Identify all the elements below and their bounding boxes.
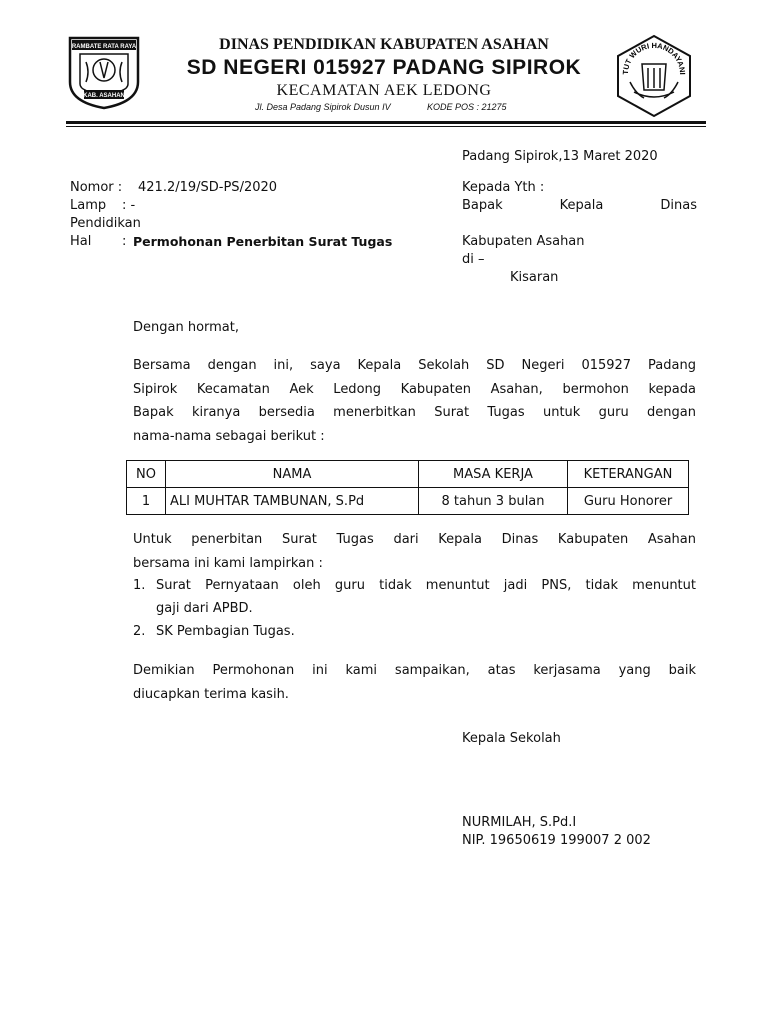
- list-text: SK Pembagian Tugas.: [156, 624, 295, 639]
- recipient-line-4: di –: [462, 252, 485, 267]
- teacher-table: [126, 460, 689, 515]
- table-cell: 8 tahun 3 bulan: [419, 488, 568, 515]
- recipient-word: Dinas: [660, 198, 697, 213]
- letterhead-rule-thin: [66, 126, 706, 127]
- attach-line: Untuk penerbitan Surat Tugas dari Kepala Dinas Kabupaten Asahan: [133, 532, 696, 547]
- recipient-word: Kepala: [559, 198, 604, 213]
- letterhead-rule-thick: [66, 121, 706, 124]
- signatory-name: NURMILAH, S.Pd.I: [462, 815, 577, 830]
- school-name: SD NEGERI 015927 PADANG SIPIROK: [186, 56, 582, 79]
- agency-name: DINAS PENDIDIKAN KABUPATEN ASAHAN: [219, 36, 549, 53]
- emblem-top-text: RAMBATE RATA RAYA: [71, 44, 137, 50]
- lamp-value: : -: [122, 198, 136, 213]
- table-header-cell: MASA KERJA: [419, 461, 568, 488]
- attachment-list: [133, 574, 696, 643]
- table-header-cell: NAMA: [166, 461, 419, 488]
- district-name: KECAMATAN AEK LEDONG: [276, 82, 492, 99]
- intro-paragraph: [133, 354, 696, 448]
- hal-label: Hal: [70, 234, 92, 249]
- table-header-cell: NO: [127, 461, 166, 488]
- table-header-row: [127, 461, 689, 488]
- lamp-label: Lamp: [70, 198, 107, 213]
- closing-line: diucapkan terima kasih.: [133, 686, 289, 702]
- recipient-wrap-line: Pendidikan: [70, 216, 141, 231]
- school-address: Jl. Desa Padang Sipirok Dusun IV: [255, 102, 391, 112]
- attachment-paragraph: [133, 528, 696, 575]
- hal-subject: Permohonan Penerbitan Surat Tugas: [133, 234, 393, 249]
- recipient-line-3: Kabupaten Asahan: [462, 234, 585, 249]
- intro-line: Bapak kiranya bersedia menerbitkan Surat Tugas untuk guru dengan: [133, 405, 696, 420]
- intro-line: Bersama dengan ini, saya Kepala Sekolah SD Negeri 015927 Padang: [133, 358, 696, 373]
- list-text: Surat Pernyataan oleh guru tidak menuntut jadi PNS, tidak menuntut: [156, 578, 696, 593]
- list-item: [133, 574, 696, 620]
- list-text: gaji dari APBD.: [156, 601, 253, 616]
- list-number: 2.: [133, 624, 146, 639]
- signatory-nip: NIP. 19650619 199007 2 002: [462, 833, 651, 848]
- table-row: [127, 488, 689, 515]
- postal-code: KODE POS : 21275: [427, 102, 507, 112]
- table-cell: Guru Honorer: [568, 488, 689, 515]
- recipient-line-1: Kepada Yth :: [462, 180, 545, 195]
- salutation: Dengan hormat,: [133, 320, 240, 335]
- table-header-cell: KETERANGAN: [568, 461, 689, 488]
- hal-colon: :: [122, 234, 127, 249]
- table-cell: 1: [127, 488, 166, 515]
- tut-wuri-text: TUT WURI HANDAYANI: [620, 40, 688, 75]
- emblem-bottom-text: KAB. ASAHAN: [83, 93, 125, 99]
- closing-paragraph: [133, 659, 696, 706]
- signatory-title: Kepala Sekolah: [462, 731, 561, 746]
- recipient-word: Bapak: [462, 198, 503, 213]
- recipient-line-2: [462, 198, 697, 213]
- recipient-line-5: Kisaran: [510, 270, 559, 285]
- list-number: 1.: [133, 578, 146, 593]
- attach-line: bersama ini kami lampirkan :: [133, 555, 323, 571]
- nomor-label: Nomor :: [70, 180, 123, 195]
- letter-date: Padang Sipirok,13 Maret 2020: [462, 149, 658, 164]
- table-cell: ALI MUHTAR TAMBUNAN, S.Pd: [166, 488, 419, 515]
- closing-line: Demikian Permohonan ini kami sampaikan, atas kerjasama yang baik: [133, 663, 696, 678]
- nomor-value: 421.2/19/SD-PS/2020: [138, 180, 278, 195]
- list-item: [133, 620, 696, 643]
- intro-line: Sipirok Kecamatan Aek Ledong Kabupaten Asahan, bermohon kepada: [133, 381, 696, 397]
- intro-line: nama-nama sebagai berikut :: [133, 428, 325, 444]
